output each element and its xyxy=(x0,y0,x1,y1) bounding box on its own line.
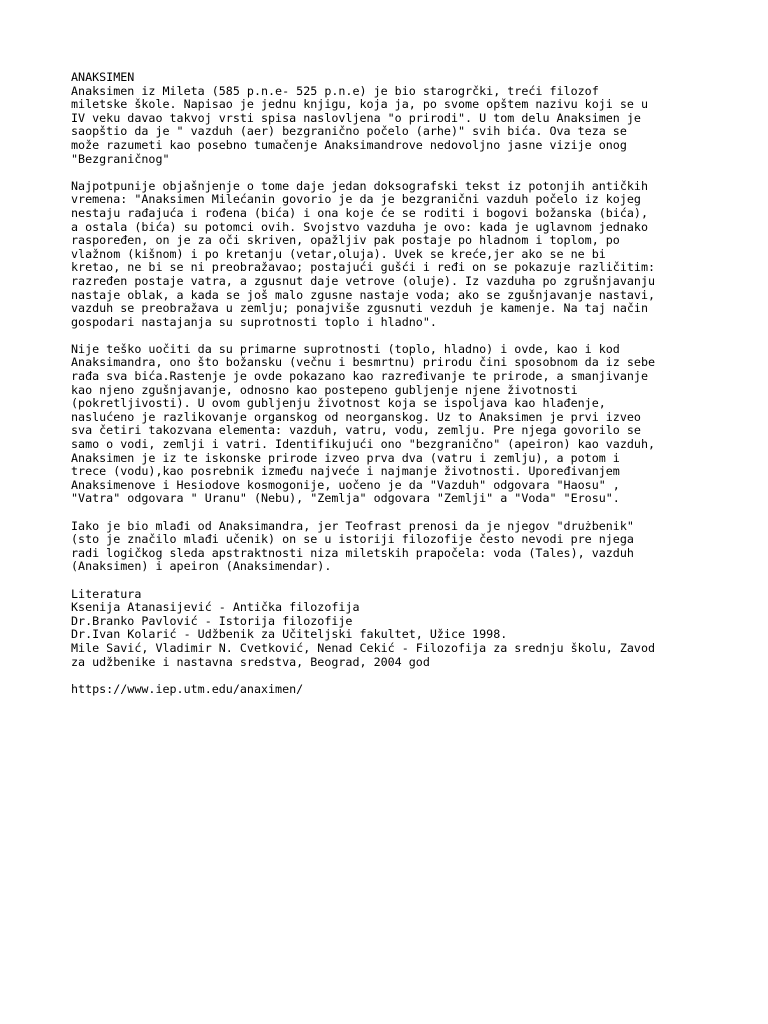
literature-entry: za udžbenike i nastavna sredstva, Beograd, 2004 god xyxy=(71,654,430,669)
literature-entry: Dr.Ivan Kolarić - Udžbenik za Učiteljski fakultet, Užice 1998. xyxy=(71,627,508,642)
paragraph-line: (sto je značilo mlađi učenik) on se u istoriji filozofije često nevodi pre njega xyxy=(71,532,634,547)
paragraph-line: Nije teško uočiti da su primarne suprotnosti (toplo, hladno) i ovde, kao i kod xyxy=(71,341,620,356)
paragraph-2 xyxy=(71,180,751,330)
paragraph-line: kretao, ne bi se ni preobražavao; postajući gušći i ređi on se pokazuje različitim: xyxy=(71,260,656,275)
source-link[interactable]: https://www.iep.utm.edu/anaximen/ xyxy=(71,681,304,696)
paragraph-line: IV veku davao takvoj vrsti spisa naslovljena "o prirodi". U tom delu Anaksimen je xyxy=(71,110,641,125)
paragraph-line: Anaksimen iz Mileta (585 p.n.e- 525 p.n.e) je bio starogrčki, treći filozof xyxy=(71,83,599,98)
paragraph-line: Anaksimen je iz te iskonske prirode izveo prva dva (vatru i zemlju), a potom i xyxy=(71,450,620,465)
paragraph-line: vlažnom (kišnom) i po kretanju (vetar,oluja). Uvek se kreće,jer ako se ne bi xyxy=(71,246,606,261)
paragraph-line: radi logičkog sleda apstraktnosti niza miletskih prapočela: voda (Tales), vazduh xyxy=(71,545,634,560)
literature-entry: Ksenija Atanasijević - Antička filozofija xyxy=(71,600,360,615)
paragraph-line: Anaksimenove i Hesiodove kosmogonije, uočeno je da "Vazduh" odgovara "Haosu" , xyxy=(71,477,620,492)
literature-entry: Mile Savić, Vladimir N. Cvetković, Nenad Cekić - Filozofija za srednju školu, Zavod xyxy=(71,640,656,655)
paragraph-line: vremena: "Anaksimen Milećanin govorio je da je bezgranični vazduh počelo iz kojeg xyxy=(71,192,641,207)
literature-heading: Literatura xyxy=(71,586,142,601)
paragraph-line: razređen postaje vatra, a zgusnut daje vetrove (oluje). Iz vazduha po zgrušnjavanju xyxy=(71,273,656,288)
paragraph-line: (pokretljivosti). U ovom gubljenju životnost koja se ispoljava kao hlađenje, xyxy=(71,396,606,411)
paragraph-line: (Anaksimen) i apeiron (Anaksimendar). xyxy=(71,559,332,574)
paragraph-line: "Bezgraničnog" xyxy=(71,151,170,166)
paragraph-line: može razumeti kao posebno tumačenje Anaksimandrove nedovoljno jasne vizije onog xyxy=(71,137,627,152)
paragraph-line: "Vatra" odgovara " Uranu" (Nebu), "Zemlja" odgovara "Zemlji" a "Voda" "Erosu". xyxy=(71,491,620,506)
paragraph-line: Najpotpunije objašnjenje o tome daje jedan doksografski tekst iz potonjih antičkih xyxy=(71,178,648,193)
paragraph-line: samo o vodi, zemlji i vatri. Identifikujući ono "bezgranično" (apeiron) kao vazduh, xyxy=(71,437,656,452)
literature-section xyxy=(71,588,751,670)
paragraph-line: miletske škole. Napisao je jednu knjigu, koja ja, po svome opštem nazivu koji se u xyxy=(71,97,648,112)
paragraph-line: vazduh se preobražava u zemlju; ponajviše zgusnuti vezduh je kamenje. Na taj način xyxy=(71,301,648,316)
paragraph-4 xyxy=(71,520,751,574)
literature-entry: Dr.Branko Pavlović - Istorija filozofije xyxy=(71,613,353,628)
paragraph-line: Iako je bio mlađi od Anaksimandra, jer Teofrast prenosi da je njegov "drużbenik" xyxy=(71,518,634,533)
paragraph-3 xyxy=(71,343,751,506)
paragraph-line: saopštio da je " vazduh (aer) bezgranično počelo (arhe)" svih bića. Ova teza se xyxy=(71,124,627,139)
paragraph-line: kao njeno zgušnjavanje, odnosno kao postepeno gubljenje njene životnosti xyxy=(71,382,578,397)
paragraph-line: nestaju rađajuća i rođena (bića) i ona koje će se roditi i bogovi božanska (bića), xyxy=(71,205,648,220)
paragraph-line: nastaje oblak, a kada se još malo zgusne nastaje voda; ako se zgušnjavanje nastavi, xyxy=(71,287,656,302)
paragraph-line: trece (vodu),kao posrebnik između najveće i najmanje životnosti. Upoređivanjem xyxy=(71,464,620,479)
paragraph-line: rađa sva bića.Rastenje je ovde pokazano kao razređivanje te prirode, a smanjivanje xyxy=(71,369,648,384)
paragraph-line: sva četiri takozvana elementa: vazduh, vatru, vodu, zemlju. Pre njega govorilo se xyxy=(71,423,641,438)
document-page xyxy=(71,71,751,696)
paragraph-line: gospodari nastajanja su suprotnosti toplo i hladno". xyxy=(71,314,437,329)
paragraph-line: raspoređen, on je za oči skriven, opažljiv pak postaje po hladnom i toplom, po xyxy=(71,233,620,248)
paragraph-line: Anaksimandra, ono što božansku (večnu i besmrtnu) prirodu čini sposobnom da iz sebe xyxy=(71,355,656,370)
paragraph-1 xyxy=(71,85,751,167)
document-title: ANAKSIMEN xyxy=(71,70,135,84)
paragraph-line: a ostala (bića) su potomci ovih. Svojstvo vazduha je ovo: kada je uglavnom jednako xyxy=(71,219,648,234)
paragraph-line: naslućeno je razlikovanje organskog od neorganskog. Uz to Anaksimen je prvi izveo xyxy=(71,409,641,424)
